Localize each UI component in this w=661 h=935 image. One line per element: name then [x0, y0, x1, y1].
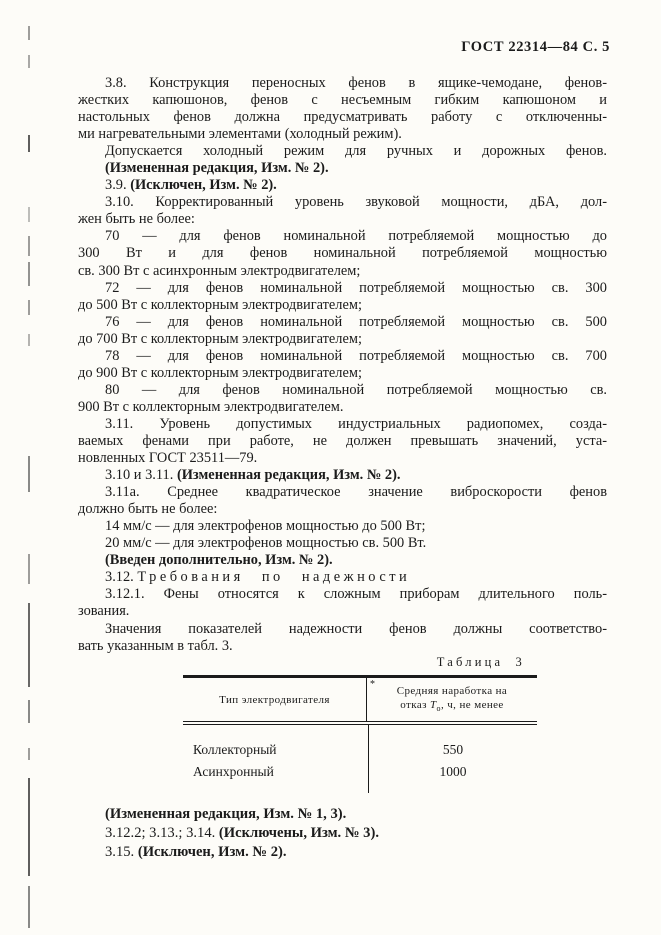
text-run: 300 Вт и для фенов номинальной потребляемой мощностью	[78, 245, 607, 262]
body-text	[78, 75, 607, 655]
scan-fold-mark	[28, 300, 30, 315]
table-cell-motor-type: Асинхронный	[193, 764, 274, 780]
text-run: 78 — для фенов номинальной потребляемой мощностью св. 700	[105, 347, 607, 364]
text-line	[78, 467, 607, 484]
text-run: 3.9.	[105, 177, 131, 194]
text-run: 70 — для фенов номинальной потребляемой мощностью до	[105, 228, 607, 245]
text-line	[78, 586, 607, 603]
scan-fold-mark	[28, 778, 30, 876]
text-run: 3.11а. Среднее квадратическое значение виброскорости фенов	[105, 484, 607, 501]
text-line	[78, 450, 607, 467]
text-line	[78, 552, 607, 569]
text-line	[78, 569, 607, 586]
text-line	[78, 75, 607, 92]
text-line	[78, 843, 607, 862]
scan-fold-mark	[28, 700, 30, 723]
text-run: Допускается холодный режим для ручных и дорожных фенов.	[105, 143, 607, 160]
scan-fold-mark	[28, 334, 30, 346]
text-run: (Измененная редакция, Изм. № 2).	[176, 467, 401, 484]
text-line	[78, 194, 607, 211]
scan-fold-mark	[28, 603, 30, 687]
text-run: 3.10. Корректированный уровень звуковой мощности, дБА, дол-	[105, 194, 607, 211]
scan-fold-mark	[28, 554, 30, 584]
text-run: св. 300 Вт с асинхронным электродвигателем;	[78, 262, 361, 279]
table-header-mtbf	[366, 678, 537, 721]
text-line	[78, 228, 607, 245]
table-header-mtbf-line1: Средняя наработка на	[396, 685, 508, 697]
text-line	[78, 382, 607, 399]
text-run: 3.12.2; 3.13.; 3.14.	[105, 825, 219, 841]
document-number: ГОСТ 22314—84 С. 5	[461, 39, 610, 55]
text-line	[78, 92, 607, 109]
scan-fold-mark	[28, 135, 30, 152]
text-line	[78, 416, 607, 433]
table-caption: Таблица 3	[436, 655, 525, 669]
scan-fold-mark	[28, 55, 30, 68]
text-line	[78, 143, 607, 160]
text-line	[78, 484, 607, 501]
text-line	[78, 160, 607, 177]
page-header	[461, 39, 610, 56]
text-line	[78, 501, 607, 518]
text-line	[78, 365, 607, 382]
scan-fold-mark	[28, 456, 30, 492]
text-line	[78, 177, 607, 194]
text-run: настольных фенов должна предусматривать работу с отключенны-	[78, 109, 607, 126]
text-run: Значения показателей надежности фенов должны соответство-	[105, 620, 607, 637]
text-line	[78, 348, 607, 365]
text-line	[78, 603, 607, 620]
scan-fold-mark	[28, 26, 30, 40]
text-line	[78, 621, 607, 638]
text-run: (Измененная редакция, Изм. № 1, 3).	[105, 806, 347, 822]
table-box	[183, 675, 537, 793]
text-line	[78, 399, 607, 416]
text-line	[78, 245, 607, 262]
text-run: ваемых фенами при работе, не должен превышать значений, уста-	[78, 432, 607, 449]
table-column-mtbf-value	[368, 725, 537, 793]
text-line	[78, 126, 607, 143]
text-line	[78, 109, 607, 126]
scan-fold-mark	[28, 262, 30, 286]
text-line	[78, 433, 607, 450]
post-table-text	[78, 805, 607, 862]
text-run: (Исключены, Изм. № 3).	[218, 825, 379, 841]
scan-fold-mark	[28, 236, 30, 256]
text-run: 20 мм/с — для электрофенов мощностью св. 500 Вт.	[105, 535, 427, 552]
table-header-mtbf-line2: отказ $Т_о$, ч, не менее	[400, 698, 504, 713]
text-run: должно быть не более:	[78, 501, 218, 518]
text-run: 3.11. Уровень допустимых индустриальных радиопомех, созда-	[105, 415, 607, 432]
text-line	[78, 280, 607, 297]
text-run: 3.10 и 3.11.	[105, 467, 177, 484]
symbol-T-subscript: о	[436, 703, 441, 713]
text-line	[78, 331, 607, 348]
text-line	[78, 638, 607, 655]
table-body	[183, 725, 537, 793]
table-column-motor-type	[183, 725, 368, 793]
reliability-table	[183, 655, 537, 793]
text-run: 3.15.	[105, 844, 138, 860]
scan-fold-mark	[28, 207, 30, 222]
text-run: 80 — для фенов номинальной потребляемой мощностью св.	[105, 381, 607, 398]
text-run: до 900 Вт с коллекторным электродвигателем;	[78, 364, 362, 381]
text-run: 72 — для фенов номинальной потребляемой мощностью св. 300	[105, 279, 607, 296]
text-line	[78, 805, 607, 824]
scan-fold-mark	[28, 748, 30, 760]
text-run: до 500 Вт с коллекторным электродвигателем;	[78, 296, 362, 313]
text-line	[78, 263, 607, 280]
text-line	[78, 211, 607, 228]
text-run: 900 Вт с коллекторным электродвигателем.	[78, 398, 344, 415]
text-run: 3.8. Конструкция переносных фенов в ящике-чемодане, фенов-	[105, 75, 607, 91]
text-run: жестких капюшонов, фенов с несъемным гибким капюшоном и	[78, 92, 607, 109]
footnote-mark: *	[370, 679, 376, 690]
text-run: вать указанным в табл. 3.	[78, 637, 233, 654]
scan-fold-mark	[28, 886, 30, 928]
text-run: (Введен дополнительно, Изм. № 2).	[105, 552, 333, 569]
text-run: (Измененная редакция, Изм. № 2).	[105, 160, 329, 177]
text-line	[78, 297, 607, 314]
table-cell-mtbf-value: 1000	[439, 764, 467, 780]
table-header-row	[183, 678, 537, 725]
text-run: 3.12.	[105, 569, 138, 586]
text-run: 14 мм/с — для электрофенов мощностью до 500 Вт;	[105, 518, 426, 535]
text-run: 76 — для фенов номинальной потребляемой мощностью св. 500	[105, 313, 607, 330]
table-cell-mtbf-value: 550	[442, 742, 464, 758]
text-run: жен быть не более:	[78, 211, 195, 228]
text-run: до 700 Вт с коллекторным электродвигателем;	[78, 330, 362, 347]
text-line	[78, 518, 607, 535]
text-run: (Исключен, Изм. № 2).	[137, 844, 287, 860]
text-run: Требования по надежности	[137, 569, 411, 586]
table-cell-motor-type: Коллекторный	[193, 742, 277, 758]
table-header-motor-type: Тип электродвигателя	[219, 693, 330, 706]
text-line	[78, 314, 607, 331]
text-run: ми нагревательными элементами (холодный режим).	[78, 126, 402, 143]
text-run: новленных ГОСТ 23511—79.	[78, 450, 258, 467]
text-run: 3.12.1. Фены относятся к сложным приборам длительного поль-	[105, 586, 607, 603]
text-run: зования.	[78, 603, 130, 620]
text-line	[78, 824, 607, 843]
text-line	[78, 535, 607, 552]
text-run: (Исключен, Изм. № 2).	[130, 177, 277, 194]
symbol-T: Т	[430, 698, 437, 711]
